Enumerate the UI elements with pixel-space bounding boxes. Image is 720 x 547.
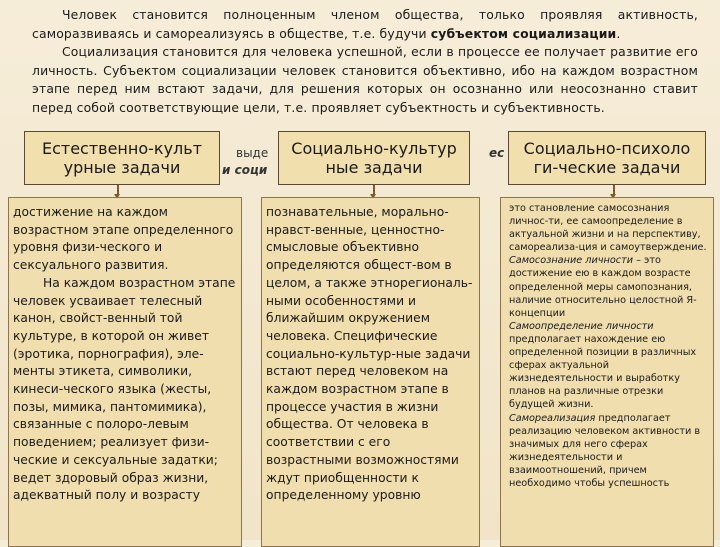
partial-text-1: выде [236,146,269,160]
column-3-title: Социально-психоло ги-ческие задачи [508,131,706,185]
intro-p1-text: Человек становится полноценным членом общества, только проявляя активность, саморазвиваясь и самореализуясь в обществе, т.е. будучи [32,7,698,41]
intro-paragraph-1 [32,6,698,43]
arrow-down-icon [117,185,119,195]
column-2-title: Социально-культур ные задачи [278,131,470,185]
arrow-down-icon [613,185,615,195]
intro-p1-end: . [616,25,621,41]
intro-text [32,6,698,117]
intro-paragraph-2: Социализация становится для человека успешной, если в процессе ее получает развитие его личность. Субъектом социализации человек становится объективно, ибо на каждом возрастном этапе перед ним встают задачи, для решения которых он осознанно или неосознанно ставит перед собой соответствующие цели, т.е. проявляет субъектность и субъективность. [32,44,698,115]
column-3-item-2: Самоопределение личности предполагает нахождение ею определенной позиции в различных сферах актуальной жизнедеятельности и выработку планов на различные отрезки будущей жизни. [509,320,697,411]
column-3-item-1: Самосознание личности – это достижение ею в каждом возрасте определенной меры самопознания, наличие относительно целостной Я-концепции [509,255,697,319]
arrow-down-icon [373,185,375,195]
column-2-body [261,197,480,547]
column-3-body [500,197,714,547]
intro-p1-bold: субъектом социализации [430,25,617,41]
column-3-item-3: Самореализация предполагает реализацию человеком активности в значимых для него сферах жизнедеятельности и взаимоотношений, причем необходимо чтобы успешность [509,412,701,489]
column-1-title: Естественно-культ урные задачи [24,131,220,185]
column-3-intro: это становление самосознания личнос-ти, ее самоопределение в актуальной жизни и на перспективу, самореализа-ция и самоутверждение. [509,203,707,254]
column-1-text-a: достижение на каждом возрастном этапе определенного уровня физи-ческого и сексуального развития. [13,205,234,273]
column-1-body [8,197,242,547]
column-2-text: познавательные, морально-нравст-венные, ценностно-смысловые объективно определяются общест-вом в целом, а также этнорегиональ-ными особенностями и ближайшим окружением человека. Специфические социально-культур-ные задачи встают перед человеком на каждом возрастном этапе в процессе участия в жизни общества. От человека в соответствии с его возрастными возможностями ждут приобщенности к определенному уровню [266,205,473,503]
column-1-text-b: На каждом возрастном этапе человек усваивает телесный канон, свойст-венный той культуре, в которой он живет (эротика, порнография), эле-менты этикета, символики, кинеси-ческого языка (жесты, позы, мимика, пантомимика), связанные с полоро-левым поведением; реализует физи-ческие и сексуальные задатки; ведет здоровый образ жизни, адекватный полу и возрасту [13,275,236,503]
partial-text-3: и соци [222,163,268,177]
partial-text-2: ес [489,146,505,160]
